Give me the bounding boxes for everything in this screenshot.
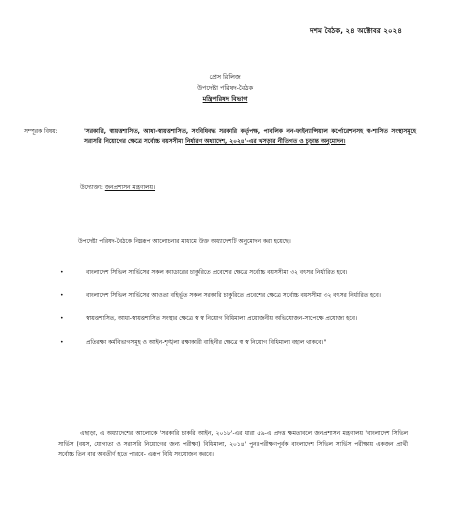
cabinet-division-label: মন্ত্রিপরিষদ বিভাগ bbox=[202, 95, 248, 103]
bullet-icon: • bbox=[60, 292, 64, 300]
bullet-icon: • bbox=[60, 315, 64, 323]
subject-text-main: 'সরকারি, স্বায়ত্তশাসিত, আধা-স্বায়ত্তশাসিত, সংবিধিবদ্ধ সরকারি কর্তৃপক্ষ, পাবলিক নন-ফাইন্যান্সিয়াল কর্পোরেশনসহ স্ব-শাসিত সংস্থাসমূহে সরাসরি নিয়োগের ক্ষেত্রে সর্বোচ্চ বয়সসীমা bbox=[84, 129, 416, 145]
list-item-text: বাংলাদেশ সিভিল সার্ভিসের আওতা বহির্ভূত সকল সরকারি চাকুরিতে প্রবেশের ক্ষেত্রে সর্বোচ্চ বয়সসীমা ৩২ বৎসর নির্ধারিত হবে। bbox=[86, 293, 381, 300]
list-item bbox=[60, 338, 408, 348]
council-meeting-subtitle: উপদেষ্টা পরিষদ-বৈঠক bbox=[197, 84, 253, 92]
intro-paragraph: উপদেষ্টা পরিষদ-বৈঠকে নিম্নরূপ আলোচনার মাধ্যমে উক্ত অধ্যাদেশটি অনুমোদন করা হয়েছে। bbox=[78, 239, 291, 245]
bullet-icon: • bbox=[60, 338, 64, 346]
list-item-text: স্বায়ত্তশাসিত, আধা-স্বায়ত্তশাসিত সংস্থার ক্ষেত্রে স্ব স্ব নিয়োগ বিধিমালা প্রয়োজনীয় অভিযোজন-সাপেক্ষে প্রযোজ্য হবে। bbox=[86, 316, 357, 323]
document-header bbox=[0, 72, 450, 105]
list-item-text: প্রতিরক্ষা কর্মবিভাগসমূহ ও আইন-শৃঙ্খলা রক্ষাকারী বাহিনীর ক্ষেত্রে স্ব স্ব নিয়োগ বিধিমালা বহাল থাকবে।" bbox=[86, 339, 327, 346]
list-item bbox=[60, 314, 408, 324]
list-item bbox=[60, 291, 408, 301]
bullet-icon: • bbox=[60, 269, 64, 276]
subject-block bbox=[24, 127, 416, 147]
list-item bbox=[60, 268, 408, 278]
initiator-value: জনপ্রশাসন মন্ত্রণালয়। bbox=[104, 185, 156, 191]
subject-text-underlined: নির্ধারণ অধ্যাদেশ, ২০২৪'-এর খসড়ার নীতিগত ও চূড়ান্ত অনুমোদন। bbox=[185, 139, 346, 145]
initiator-label: উদ্যোক্তা: bbox=[80, 185, 103, 191]
subject-text bbox=[84, 127, 416, 147]
initiator-line bbox=[80, 183, 155, 193]
press-release-title: প্রেস রিলিজ bbox=[209, 73, 241, 81]
decision-points-list bbox=[60, 268, 408, 348]
meeting-date-line: দশম বৈঠক, ২৪ অক্টোবর ২০২৪ bbox=[309, 26, 402, 35]
closing-paragraph: এছাড়া, এ অধ্যাদেশের আলোকে 'সরকারি চাকরি আইন, ২০১৮'-এর ধারা ৫৯-এ প্রদত্ত ক্ষমতাবলে জনপ্রশাসন মন্ত্রণালয় 'বাংলাদেশ সিভিল সার্ভিস (বয়স, যোগ্যতা ও সরাসরি নিয়োগের জন্য পরীক্ষা) বিধিমালা, ২০১৪' পুনঃপরীক্ষণপূর্বক বাংলাদেশ সিভিল সার্ভিস পরীক্ষায় একজন প্রার্থী সর্বোচ্চ তিন বার অবতীর্ণ হতে পারবে- এরূপ বিধি সংযোজন করবে। bbox=[58, 431, 408, 459]
list-item-text: বাংলাদেশ সিভিল সার্ভিসের সকল ক্যাডারের চাকুরিতে প্রবেশের ক্ষেত্রে সর্বোচ্চ বয়সসীমা ৩২ বৎসর নির্ধারিত হবে। bbox=[86, 270, 348, 276]
subject-label: সম্পূরক বিষয়: bbox=[24, 129, 58, 135]
